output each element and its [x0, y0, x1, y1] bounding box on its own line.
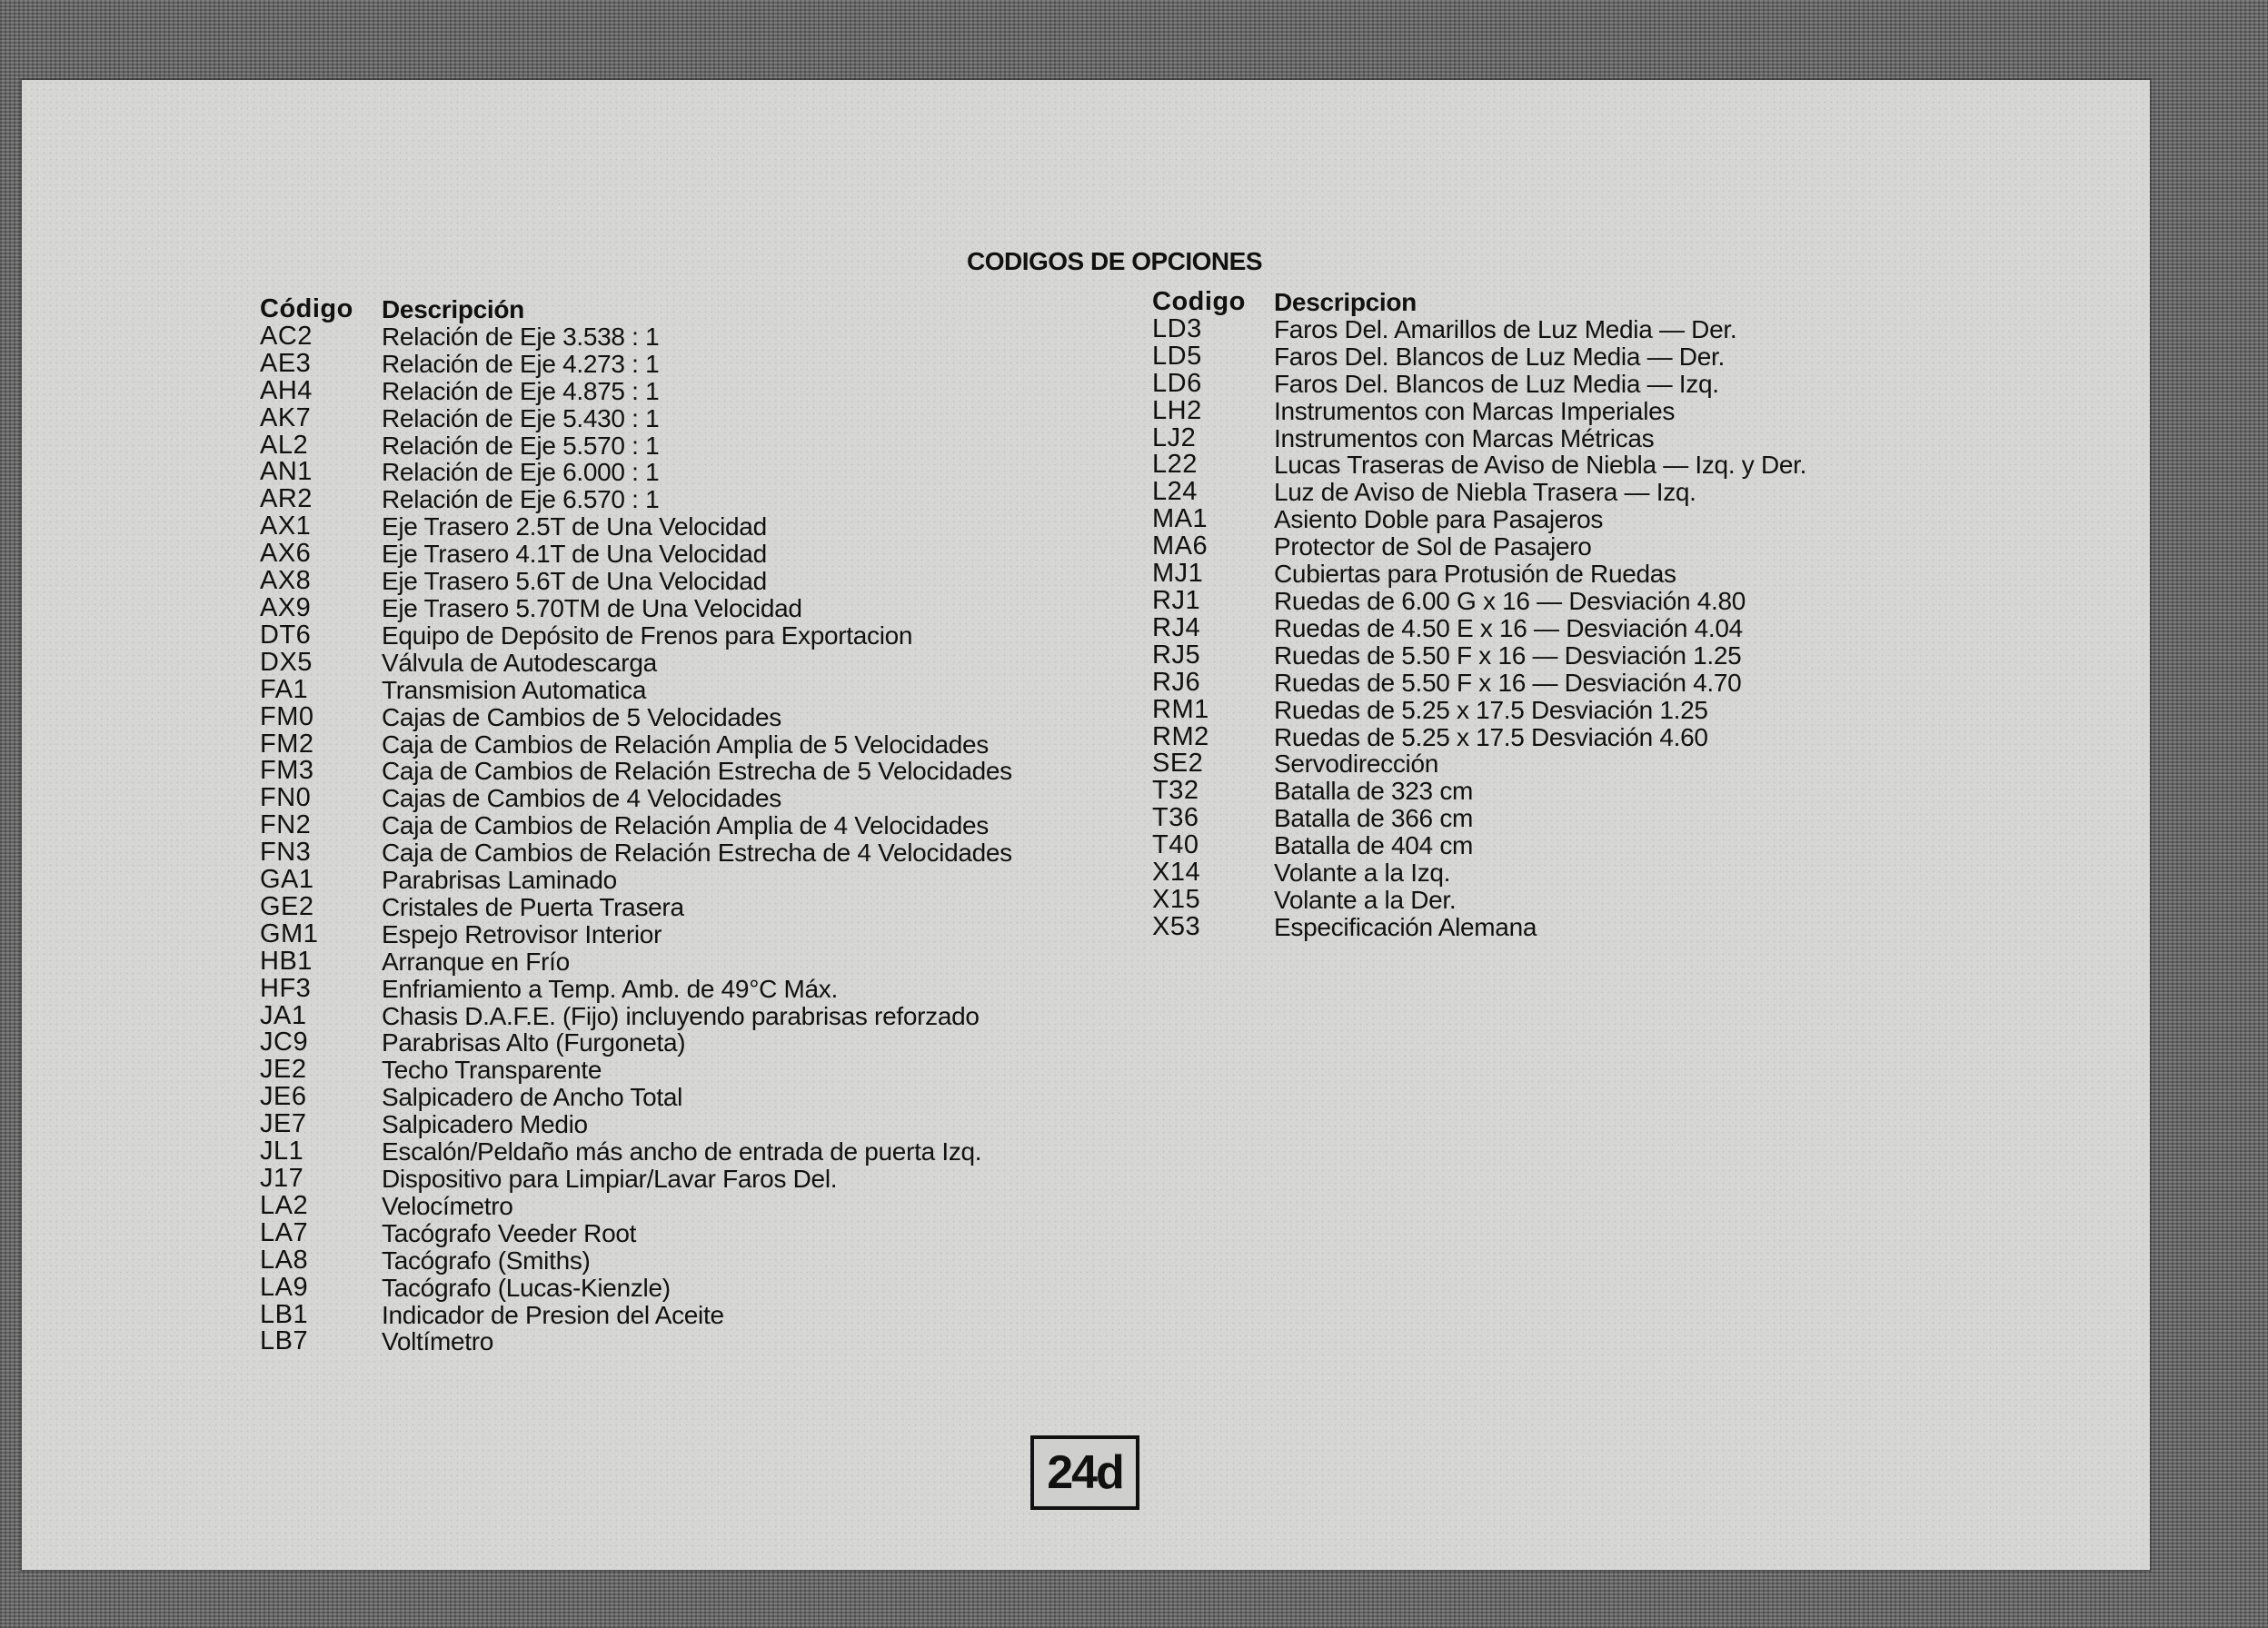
option-description: Relación de Eje 5.570 : 1: [382, 431, 660, 460]
option-description: Salpicadero Medio: [382, 1110, 588, 1139]
option-description: Batalla de 323 cm: [1274, 777, 1474, 806]
table-row: [1152, 805, 2061, 832]
option-code: MA6: [1152, 531, 1209, 561]
table-row: [1152, 585, 2061, 615]
option-code: RJ4: [1152, 612, 1201, 642]
option-code: FM3: [260, 756, 314, 786]
table-row: [260, 948, 1169, 976]
table-row: [260, 622, 1169, 650]
option-description: Relación de Eje 3.538 : 1: [382, 322, 660, 351]
table-row: [260, 1217, 1169, 1247]
option-description: Asiento Doble para Pasajeros: [1274, 505, 1604, 534]
option-description: Protector de Sol de Pasajero: [1274, 532, 1592, 561]
table-row: [1152, 721, 2061, 751]
option-code: JL1: [260, 1137, 304, 1166]
option-code: T32: [1152, 776, 1199, 806]
option-description: Eje Trasero 5.6T de Una Velocidad: [382, 567, 767, 596]
option-code: GM1: [260, 918, 319, 948]
option-code: T36: [1152, 803, 1199, 833]
option-description: Volante a la Der.: [1274, 885, 1457, 914]
table-row: [1152, 533, 2061, 561]
option-code: MA1: [1152, 504, 1209, 534]
option-description: Eje Trasero 2.5T de Una Velocidad: [382, 512, 767, 541]
table-row: [260, 1057, 1169, 1084]
table-row: [1152, 343, 2061, 371]
option-code: RM1: [1152, 694, 1209, 724]
option-description: Especificación Alemana: [1274, 912, 1537, 941]
option-code: DT6: [260, 620, 312, 650]
option-code: X15: [1152, 884, 1201, 914]
option-code: SE2: [1152, 749, 1204, 779]
option-description: Relación de Eje 5.430 : 1: [382, 403, 660, 432]
option-description: Espejo Retrovisor Interior: [382, 919, 662, 948]
table-header: [1152, 289, 2061, 316]
table-row: [1152, 642, 2061, 670]
option-description: Faros Del. Blancos de Luz Media — Izq.: [1274, 369, 1719, 398]
option-code: AX6: [260, 539, 312, 569]
option-description: Cajas de Cambios de 4 Velocidades: [382, 784, 781, 813]
option-description: Cubiertas para Protusión de Ruedas: [1274, 560, 1676, 589]
table-row: [260, 541, 1169, 568]
table-row: [260, 432, 1169, 460]
table-body: [1152, 313, 2061, 941]
table-row: [260, 1029, 1169, 1057]
option-code: RJ1: [1152, 585, 1201, 615]
option-code: GE2: [260, 891, 314, 921]
table-row: [1152, 859, 2061, 887]
option-code: LH2: [1152, 395, 1202, 425]
table-row: [260, 1166, 1169, 1193]
option-code: FN0: [260, 783, 312, 813]
option-code: L22: [1152, 450, 1198, 480]
table-row: [260, 592, 1169, 622]
table-row: [260, 1272, 1169, 1302]
table-row: [260, 867, 1169, 894]
option-description: Relación de Eje 4.875 : 1: [382, 376, 660, 405]
table-row: [1152, 561, 2061, 588]
option-description: Ruedas de 5.25 x 17.5 Desviación 1.25: [1274, 695, 1708, 724]
option-description: Tacógrafo (Lucas-Kienzle): [382, 1273, 671, 1302]
table-row: [260, 1084, 1169, 1111]
table-row: [260, 701, 1169, 731]
option-description: Transmision Automatica: [382, 675, 647, 704]
table-row: [260, 1247, 1169, 1275]
option-description: Ruedas de 5.50 F x 16 — Desviación 4.70: [1274, 668, 1742, 697]
option-code: FN2: [260, 810, 312, 840]
option-description: Tacógrafo Veeder Root: [382, 1218, 637, 1247]
option-code: AH4: [260, 375, 313, 405]
description-column-header: Descripcion: [1274, 288, 1417, 316]
option-description: Chasis D.A.F.E. (Fijo) incluyendo parabrisas reforzado: [382, 1001, 980, 1030]
table-row: [260, 731, 1169, 759]
option-code: LD5: [1152, 341, 1202, 371]
table-row: [1152, 911, 2061, 941]
option-description: Volante a la Izq.: [1274, 859, 1451, 888]
table-row: [260, 839, 1169, 867]
table-row: [260, 568, 1169, 595]
option-code: LA9: [260, 1272, 309, 1302]
option-description: Velocímetro: [382, 1191, 513, 1220]
option-code: FN3: [260, 838, 312, 868]
option-description: Tacógrafo (Smiths): [382, 1246, 591, 1275]
table-row: [1152, 479, 2061, 506]
option-description: Luz de Aviso de Niebla Trasera — Izq.: [1274, 478, 1696, 507]
option-description: Faros Del. Blancos de Luz Media — Der.: [1274, 342, 1725, 371]
table-row: [1152, 694, 2061, 724]
table-row: [260, 674, 1169, 704]
table-row: [1152, 368, 2061, 398]
table-row: [1152, 452, 2061, 479]
table-header: [260, 296, 1169, 323]
description-column-header: Descripción: [382, 295, 524, 323]
option-code: AL2: [260, 430, 309, 460]
option-code: FM0: [260, 701, 314, 731]
option-description: Caja de Cambios de Relación Estrecha de 5 Velocidades: [382, 757, 1012, 786]
option-description: Ruedas de 5.50 F x 16 — Desviación 1.25: [1274, 640, 1742, 670]
option-description: Eje Trasero 5.70TM de Una Velocidad: [382, 593, 802, 622]
option-code: AX1: [260, 511, 312, 541]
option-description: Relación de Eje 4.273 : 1: [382, 349, 660, 378]
option-description: Cristales de Puerta Trasera: [382, 892, 684, 921]
option-code: T40: [1152, 830, 1199, 860]
option-code: AX8: [260, 566, 312, 596]
table-row: [1152, 778, 2061, 805]
option-code: AN1: [260, 457, 313, 487]
option-code: DX5: [260, 647, 313, 677]
table-row: [260, 402, 1169, 432]
option-code: LB1: [260, 1299, 309, 1329]
option-description: Voltímetro: [382, 1327, 494, 1356]
option-description: Relación de Eje 6.000 : 1: [382, 458, 660, 487]
option-description: Ruedas de 5.25 x 17.5 Desviación 4.60: [1274, 722, 1708, 751]
option-description: Relación de Eje 6.570 : 1: [382, 485, 660, 514]
table-row: [260, 513, 1169, 541]
option-codes-table-left: [260, 296, 1169, 1355]
option-code: JA1: [260, 1000, 307, 1030]
table-body: [260, 323, 1169, 1355]
page-title: CODIGOS DE OPCIONES: [967, 247, 1262, 275]
option-description: Válvula de Autodescarga: [382, 648, 657, 677]
table-row: [1152, 667, 2061, 697]
table-row: [260, 973, 1169, 1003]
table-row: [1152, 750, 2061, 778]
code-column-header: Codigo: [1152, 287, 1246, 316]
option-description: Batalla de 366 cm: [1274, 804, 1474, 833]
option-code: JC9: [260, 1027, 309, 1057]
option-description: Servodirección: [1274, 749, 1438, 779]
option-code: FM2: [260, 729, 314, 759]
option-code: X53: [1152, 911, 1201, 941]
option-description: Cajas de Cambios de 5 Velocidades: [382, 702, 781, 731]
option-code: J17: [260, 1164, 304, 1193]
option-code: FA1: [260, 674, 309, 704]
option-description: Dispositivo para Limpiar/Lavar Faros Del.: [382, 1165, 838, 1193]
table-row: [260, 758, 1169, 785]
option-code: LD6: [1152, 368, 1202, 398]
option-description: Ruedas de 6.00 G x 16 — Desviación 4.80: [1274, 586, 1746, 615]
option-code: AC2: [260, 321, 313, 351]
table-row: [260, 348, 1169, 378]
table-row: [260, 1190, 1169, 1220]
option-code: LA8: [260, 1245, 309, 1275]
table-row: [260, 647, 1169, 677]
option-code: LA2: [260, 1190, 309, 1220]
option-description: Instrumentos con Marcas Métricas: [1274, 423, 1655, 452]
table-row: [1152, 395, 2061, 425]
option-code: GA1: [260, 865, 314, 895]
option-code: JE6: [260, 1082, 307, 1112]
table-row: [260, 891, 1169, 921]
option-description: Eje Trasero 4.1T de Una Velocidad: [382, 540, 767, 569]
option-code: AR2: [260, 484, 313, 514]
option-description: Parabrisas Alto (Furgoneta): [382, 1028, 686, 1057]
option-code: LB7: [260, 1326, 309, 1356]
option-code: AE3: [260, 348, 312, 378]
option-description: Techo Transparente: [382, 1056, 602, 1085]
option-code: HF3: [260, 973, 312, 1003]
option-description: Faros Del. Amarillos de Luz Media — Der.: [1274, 314, 1737, 343]
table-row: [1152, 884, 2061, 914]
option-code: LD3: [1152, 313, 1202, 343]
table-row: [260, 1138, 1169, 1166]
table-row: [260, 918, 1169, 948]
table-row: [260, 486, 1169, 513]
option-description: Indicador de Presion del Aceite: [382, 1300, 724, 1329]
option-code: L24: [1152, 477, 1198, 507]
option-description: Instrumentos con Marcas Imperiales: [1274, 396, 1676, 425]
table-row: [1152, 313, 2061, 343]
code-column-header: Código: [260, 294, 353, 323]
table-row: [260, 1328, 1169, 1355]
table-row: [260, 785, 1169, 812]
option-description: Lucas Traseras de Aviso de Niebla — Izq. y Der.: [1274, 451, 1807, 480]
option-description: Parabrisas Laminado: [382, 866, 617, 895]
option-code: JE7: [260, 1109, 307, 1139]
table-row: [260, 323, 1169, 351]
table-row: [1152, 832, 2061, 859]
option-description: Enfriamiento a Temp. Amb. de 49°C Máx.: [382, 974, 838, 1003]
option-description: Salpicadero de Ancho Total: [382, 1083, 683, 1112]
table-row: [260, 459, 1169, 486]
option-code: RJ6: [1152, 667, 1201, 697]
option-code: RJ5: [1152, 640, 1201, 670]
option-description: Ruedas de 4.50 E x 16 — Desviación 4.04: [1274, 613, 1743, 642]
table-row: [260, 812, 1169, 839]
option-code: RM2: [1152, 721, 1209, 751]
option-description: Caja de Cambios de Relación Amplia de 4 Velocidades: [382, 811, 990, 840]
option-code: HB1: [260, 946, 313, 976]
option-description: Arranque en Frío: [382, 947, 570, 976]
table-row: [260, 375, 1169, 405]
table-row: [260, 1000, 1169, 1030]
option-code: LJ2: [1152, 422, 1197, 452]
option-code: JE2: [260, 1055, 307, 1085]
option-code: AX9: [260, 592, 312, 622]
option-code: LA7: [260, 1217, 309, 1247]
table-row: [1152, 612, 2061, 642]
option-code: MJ1: [1152, 559, 1204, 589]
option-description: Equipo de Depósito de Frenos para Exportacion: [382, 620, 913, 650]
option-description: Escalón/Peldaño más ancho de entrada de puerta Izq.: [382, 1137, 982, 1166]
table-row: [1152, 422, 2061, 452]
table-row: [260, 1111, 1169, 1138]
option-code: X14: [1152, 858, 1201, 888]
option-code: AK7: [260, 402, 312, 432]
table-row: [1152, 506, 2061, 533]
option-description: Batalla de 404 cm: [1274, 831, 1474, 860]
option-description: Caja de Cambios de Relación Estrecha de 4 Velocidades: [382, 839, 1012, 868]
page-number-box: 24d: [1030, 1435, 1139, 1510]
option-codes-table-right: [1152, 289, 2061, 941]
table-row: [260, 1299, 1169, 1329]
option-description: Caja de Cambios de Relación Amplia de 5 Velocidades: [382, 730, 990, 759]
